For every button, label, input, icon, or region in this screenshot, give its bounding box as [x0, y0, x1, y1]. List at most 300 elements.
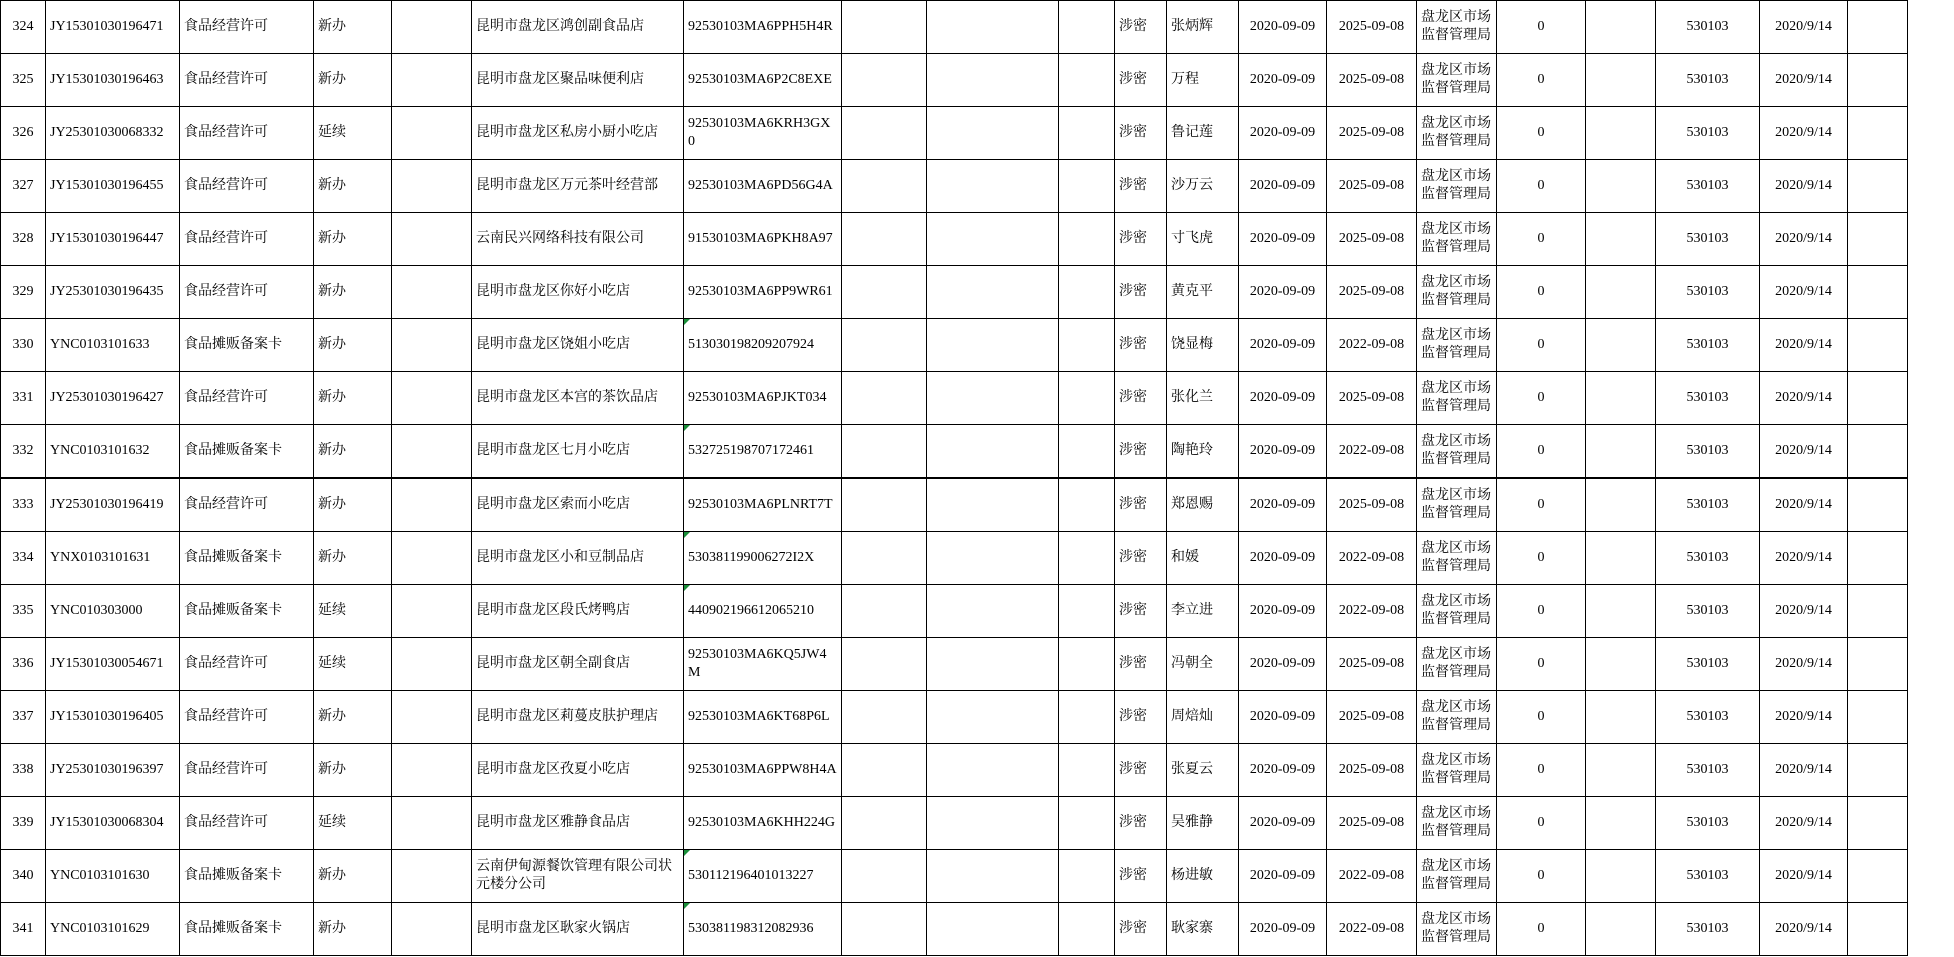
area-code-cell: 530103 — [1656, 160, 1760, 213]
secret-cell: 涉密 — [1115, 532, 1167, 585]
table-row — [1, 797, 1908, 850]
empty-cell — [1059, 425, 1115, 479]
empty-cell — [1848, 266, 1908, 319]
empty-cell — [1059, 266, 1115, 319]
valid-to-cell: 2022-09-08 — [1327, 532, 1417, 585]
business-name-cell: 昆明市盘龙区聚品味便利店 — [472, 54, 684, 107]
empty-cell — [842, 213, 927, 266]
business-name-cell: 云南伊甸源餐饮管理有限公司状元楼分公司 — [472, 850, 684, 903]
publish-date-cell: 2020/9/14 — [1760, 372, 1848, 425]
seq-cell: 334 — [1, 532, 46, 585]
empty-cell — [392, 638, 472, 691]
business-name-cell: 昆明市盘龙区索而小吃店 — [472, 478, 684, 532]
empty-cell — [1848, 532, 1908, 585]
status-code-cell: 0 — [1497, 797, 1586, 850]
empty-cell — [1586, 903, 1656, 956]
table-row — [1, 744, 1908, 797]
empty-cell — [842, 691, 927, 744]
empty-cell — [927, 850, 1059, 903]
status-code-cell: 0 — [1497, 372, 1586, 425]
seq-cell: 328 — [1, 213, 46, 266]
business-name-cell: 昆明市盘龙区你好小吃店 — [472, 266, 684, 319]
legal-person-cell: 张夏云 — [1167, 744, 1239, 797]
empty-cell — [1059, 585, 1115, 638]
area-code-cell: 530103 — [1656, 638, 1760, 691]
empty-cell — [842, 1, 927, 54]
credit-code-cell: 92530103MA6KT68P6L — [684, 691, 842, 744]
empty-cell — [392, 213, 472, 266]
legal-person-cell: 郑恩赐 — [1167, 478, 1239, 532]
empty-cell — [927, 638, 1059, 691]
empty-cell — [927, 319, 1059, 372]
legal-person-cell: 冯朝全 — [1167, 638, 1239, 691]
action-cell: 新办 — [314, 372, 392, 425]
credit-code-cell: 92530103MA6PPH5H4R — [684, 1, 842, 54]
secret-cell: 涉密 — [1115, 585, 1167, 638]
license-type-cell: 食品经营许可 — [180, 107, 314, 160]
action-cell: 新办 — [314, 532, 392, 585]
license-type-cell: 食品摊贩备案卡 — [180, 585, 314, 638]
credit-code-cell: 92530103MA6P2C8EXE — [684, 54, 842, 107]
empty-cell — [1848, 850, 1908, 903]
business-name-cell: 云南民兴网络科技有限公司 — [472, 213, 684, 266]
license-type-cell: 食品经营许可 — [180, 797, 314, 850]
valid-from-cell: 2020-09-09 — [1239, 691, 1327, 744]
authority-cell: 盘龙区市场监督管理局 — [1417, 54, 1497, 107]
empty-cell — [1848, 425, 1908, 479]
empty-cell — [392, 585, 472, 638]
authority-cell: 盘龙区市场监督管理局 — [1417, 478, 1497, 532]
business-name-cell: 昆明市盘龙区莉蔓皮肤护理店 — [472, 691, 684, 744]
business-name-cell: 昆明市盘龙区私房小厨小吃店 — [472, 107, 684, 160]
empty-cell — [392, 372, 472, 425]
empty-cell — [1059, 532, 1115, 585]
license-type-cell: 食品经营许可 — [180, 54, 314, 107]
table-row — [1, 532, 1908, 585]
valid-to-cell: 2025-09-08 — [1327, 691, 1417, 744]
area-code-cell: 530103 — [1656, 797, 1760, 850]
legal-person-cell: 李立进 — [1167, 585, 1239, 638]
empty-cell — [842, 903, 927, 956]
area-code-cell: 530103 — [1656, 54, 1760, 107]
status-code-cell: 0 — [1497, 54, 1586, 107]
legal-person-cell: 耿家寨 — [1167, 903, 1239, 956]
valid-to-cell: 2022-09-08 — [1327, 425, 1417, 479]
empty-cell — [392, 903, 472, 956]
authority-cell: 盘龙区市场监督管理局 — [1417, 425, 1497, 479]
empty-cell — [1586, 585, 1656, 638]
seq-cell: 327 — [1, 160, 46, 213]
empty-cell — [1586, 744, 1656, 797]
empty-cell — [842, 160, 927, 213]
credit-code-cell: 92530103MA6PJKT034 — [684, 372, 842, 425]
table-row — [1, 903, 1908, 956]
legal-person-cell: 张炳辉 — [1167, 1, 1239, 54]
empty-cell — [927, 213, 1059, 266]
seq-cell: 331 — [1, 372, 46, 425]
empty-cell — [842, 54, 927, 107]
empty-cell — [842, 744, 927, 797]
secret-cell: 涉密 — [1115, 266, 1167, 319]
empty-cell — [1586, 213, 1656, 266]
authority-cell: 盘龙区市场监督管理局 — [1417, 160, 1497, 213]
credit-code-cell: 530381199006272I2X — [684, 532, 842, 585]
table-row — [1, 319, 1908, 372]
publish-date-cell: 2020/9/14 — [1760, 319, 1848, 372]
secret-cell: 涉密 — [1115, 744, 1167, 797]
valid-from-cell: 2020-09-09 — [1239, 585, 1327, 638]
empty-cell — [842, 850, 927, 903]
empty-cell — [1059, 691, 1115, 744]
seq-cell: 338 — [1, 744, 46, 797]
empty-cell — [1848, 638, 1908, 691]
license-type-cell: 食品经营许可 — [180, 1, 314, 54]
secret-cell: 涉密 — [1115, 425, 1167, 479]
table-row — [1, 585, 1908, 638]
valid-from-cell: 2020-09-09 — [1239, 213, 1327, 266]
empty-cell — [927, 585, 1059, 638]
seq-cell: 324 — [1, 1, 46, 54]
empty-cell — [927, 160, 1059, 213]
valid-to-cell: 2025-09-08 — [1327, 372, 1417, 425]
empty-cell — [1059, 797, 1115, 850]
authority-cell: 盘龙区市场监督管理局 — [1417, 850, 1497, 903]
license-type-cell: 食品经营许可 — [180, 372, 314, 425]
empty-cell — [927, 372, 1059, 425]
license-number-cell: YNC0103101629 — [46, 903, 180, 956]
secret-cell: 涉密 — [1115, 691, 1167, 744]
action-cell: 延续 — [314, 638, 392, 691]
authority-cell: 盘龙区市场监督管理局 — [1417, 691, 1497, 744]
status-code-cell: 0 — [1497, 638, 1586, 691]
credit-code-cell: 530381198312082936 — [684, 903, 842, 956]
valid-from-cell: 2020-09-09 — [1239, 160, 1327, 213]
seq-cell: 335 — [1, 585, 46, 638]
legal-person-cell: 张化兰 — [1167, 372, 1239, 425]
empty-cell — [1059, 54, 1115, 107]
seq-cell: 340 — [1, 850, 46, 903]
business-name-cell: 昆明市盘龙区七月小吃店 — [472, 425, 684, 479]
secret-cell: 涉密 — [1115, 638, 1167, 691]
table-row — [1, 691, 1908, 744]
empty-cell — [1586, 638, 1656, 691]
empty-cell — [927, 903, 1059, 956]
empty-cell — [1059, 213, 1115, 266]
empty-cell — [392, 532, 472, 585]
table-row — [1, 425, 1908, 479]
action-cell: 新办 — [314, 425, 392, 479]
valid-from-cell: 2020-09-09 — [1239, 54, 1327, 107]
action-cell: 延续 — [314, 107, 392, 160]
empty-cell — [842, 107, 927, 160]
empty-cell — [1059, 1, 1115, 54]
business-name-cell: 昆明市盘龙区段氏烤鸭店 — [472, 585, 684, 638]
empty-cell — [1059, 319, 1115, 372]
empty-cell — [1848, 797, 1908, 850]
valid-from-cell: 2020-09-09 — [1239, 850, 1327, 903]
empty-cell — [1848, 160, 1908, 213]
empty-cell — [927, 425, 1059, 479]
empty-cell — [392, 266, 472, 319]
empty-cell — [1848, 213, 1908, 266]
empty-cell — [1848, 585, 1908, 638]
secret-cell: 涉密 — [1115, 1, 1167, 54]
empty-cell — [927, 797, 1059, 850]
business-name-cell: 昆明市盘龙区雅静食品店 — [472, 797, 684, 850]
empty-cell — [392, 478, 472, 532]
empty-cell — [927, 532, 1059, 585]
publish-date-cell: 2020/9/14 — [1760, 54, 1848, 107]
business-name-cell: 昆明市盘龙区耿家火锅店 — [472, 903, 684, 956]
seq-cell: 332 — [1, 425, 46, 479]
publish-date-cell: 2020/9/14 — [1760, 478, 1848, 532]
license-type-cell: 食品经营许可 — [180, 160, 314, 213]
publish-date-cell: 2020/9/14 — [1760, 744, 1848, 797]
status-code-cell: 0 — [1497, 532, 1586, 585]
license-number-cell: JY25301030196397 — [46, 744, 180, 797]
seq-cell: 326 — [1, 107, 46, 160]
empty-cell — [1848, 319, 1908, 372]
valid-to-cell: 2025-09-08 — [1327, 478, 1417, 532]
authority-cell: 盘龙区市场监督管理局 — [1417, 319, 1497, 372]
empty-cell — [392, 54, 472, 107]
valid-from-cell: 2020-09-09 — [1239, 532, 1327, 585]
empty-cell — [392, 850, 472, 903]
seq-cell: 339 — [1, 797, 46, 850]
publish-date-cell: 2020/9/14 — [1760, 425, 1848, 479]
empty-cell — [842, 638, 927, 691]
credit-code-cell: 91530103MA6PKH8A97 — [684, 213, 842, 266]
status-code-cell: 0 — [1497, 425, 1586, 479]
authority-cell: 盘龙区市场监督管理局 — [1417, 532, 1497, 585]
empty-cell — [927, 107, 1059, 160]
area-code-cell: 530103 — [1656, 691, 1760, 744]
area-code-cell: 530103 — [1656, 850, 1760, 903]
publish-date-cell: 2020/9/14 — [1760, 1, 1848, 54]
legal-person-cell: 杨进敏 — [1167, 850, 1239, 903]
action-cell: 新办 — [314, 1, 392, 54]
action-cell: 新办 — [314, 850, 392, 903]
license-type-cell: 食品经营许可 — [180, 691, 314, 744]
action-cell: 新办 — [314, 266, 392, 319]
secret-cell: 涉密 — [1115, 372, 1167, 425]
area-code-cell: 530103 — [1656, 266, 1760, 319]
license-number-cell: JY15301030196471 — [46, 1, 180, 54]
table-row — [1, 160, 1908, 213]
table-row — [1, 107, 1908, 160]
license-number-cell: YNC010303000 — [46, 585, 180, 638]
empty-cell — [1059, 372, 1115, 425]
action-cell: 新办 — [314, 213, 392, 266]
empty-cell — [842, 266, 927, 319]
valid-from-cell: 2020-09-09 — [1239, 638, 1327, 691]
license-type-cell: 食品摊贩备案卡 — [180, 319, 314, 372]
empty-cell — [392, 744, 472, 797]
empty-cell — [1586, 107, 1656, 160]
legal-person-cell: 寸飞虎 — [1167, 213, 1239, 266]
table-row — [1, 266, 1908, 319]
area-code-cell: 530103 — [1656, 319, 1760, 372]
authority-cell: 盘龙区市场监督管理局 — [1417, 797, 1497, 850]
license-type-cell: 食品经营许可 — [180, 213, 314, 266]
authority-cell: 盘龙区市场监督管理局 — [1417, 213, 1497, 266]
valid-to-cell: 2025-09-08 — [1327, 213, 1417, 266]
publish-date-cell: 2020/9/14 — [1760, 213, 1848, 266]
table-row — [1, 213, 1908, 266]
action-cell: 延续 — [314, 797, 392, 850]
table-body — [1, 1, 1908, 956]
empty-cell — [1586, 532, 1656, 585]
empty-cell — [1848, 107, 1908, 160]
valid-to-cell: 2022-09-08 — [1327, 319, 1417, 372]
empty-cell — [1059, 850, 1115, 903]
secret-cell: 涉密 — [1115, 107, 1167, 160]
status-code-cell: 0 — [1497, 744, 1586, 797]
valid-from-cell: 2020-09-09 — [1239, 478, 1327, 532]
empty-cell — [927, 691, 1059, 744]
authority-cell: 盘龙区市场监督管理局 — [1417, 903, 1497, 956]
valid-to-cell: 2025-09-08 — [1327, 638, 1417, 691]
empty-cell — [1059, 744, 1115, 797]
credit-code-cell: 530112196401013227 — [684, 850, 842, 903]
publish-date-cell: 2020/9/14 — [1760, 266, 1848, 319]
business-name-cell: 昆明市盘龙区万元茶叶经营部 — [472, 160, 684, 213]
empty-cell — [842, 425, 927, 479]
empty-cell — [1059, 478, 1115, 532]
publish-date-cell: 2020/9/14 — [1760, 107, 1848, 160]
secret-cell: 涉密 — [1115, 213, 1167, 266]
publish-date-cell: 2020/9/14 — [1760, 585, 1848, 638]
empty-cell — [392, 107, 472, 160]
credit-code-cell: 92530103MA6KHH224G — [684, 797, 842, 850]
license-type-cell: 食品经营许可 — [180, 266, 314, 319]
table-row — [1, 850, 1908, 903]
empty-cell — [927, 1, 1059, 54]
action-cell: 新办 — [314, 691, 392, 744]
authority-cell: 盘龙区市场监督管理局 — [1417, 1, 1497, 54]
area-code-cell: 530103 — [1656, 744, 1760, 797]
credit-code-cell: 92530103MA6KRH3GX0 — [684, 107, 842, 160]
credit-code-cell: 532725198707172461 — [684, 425, 842, 479]
legal-person-cell: 和媛 — [1167, 532, 1239, 585]
empty-cell — [842, 797, 927, 850]
valid-from-cell: 2020-09-09 — [1239, 319, 1327, 372]
secret-cell: 涉密 — [1115, 160, 1167, 213]
status-code-cell: 0 — [1497, 1, 1586, 54]
license-number-cell: YNX0103101631 — [46, 532, 180, 585]
valid-from-cell: 2020-09-09 — [1239, 797, 1327, 850]
publish-date-cell: 2020/9/14 — [1760, 691, 1848, 744]
business-name-cell: 昆明市盘龙区朝全副食店 — [472, 638, 684, 691]
authority-cell: 盘龙区市场监督管理局 — [1417, 744, 1497, 797]
seq-cell: 329 — [1, 266, 46, 319]
legal-person-cell: 吴雅静 — [1167, 797, 1239, 850]
license-number-cell: JY15301030068304 — [46, 797, 180, 850]
empty-cell — [1059, 903, 1115, 956]
table-row — [1, 54, 1908, 107]
valid-from-cell: 2020-09-09 — [1239, 425, 1327, 479]
empty-cell — [1586, 691, 1656, 744]
empty-cell — [392, 1, 472, 54]
empty-cell — [1586, 266, 1656, 319]
action-cell: 新办 — [314, 744, 392, 797]
empty-cell — [1586, 319, 1656, 372]
license-number-cell: JY15301030196463 — [46, 54, 180, 107]
empty-cell — [1586, 160, 1656, 213]
publish-date-cell: 2020/9/14 — [1760, 638, 1848, 691]
legal-person-cell: 黄克平 — [1167, 266, 1239, 319]
empty-cell — [1848, 744, 1908, 797]
business-name-cell: 昆明市盘龙区小和豆制品店 — [472, 532, 684, 585]
action-cell: 新办 — [314, 478, 392, 532]
area-code-cell: 530103 — [1656, 478, 1760, 532]
license-number-cell: JY25301030196419 — [46, 478, 180, 532]
empty-cell — [392, 160, 472, 213]
credit-code-cell: 92530103MA6PPW8H4A — [684, 744, 842, 797]
legal-person-cell: 饶显梅 — [1167, 319, 1239, 372]
area-code-cell: 530103 — [1656, 372, 1760, 425]
action-cell: 新办 — [314, 54, 392, 107]
empty-cell — [927, 54, 1059, 107]
publish-date-cell: 2020/9/14 — [1760, 532, 1848, 585]
legal-person-cell: 鲁记莲 — [1167, 107, 1239, 160]
seq-cell: 336 — [1, 638, 46, 691]
secret-cell: 涉密 — [1115, 903, 1167, 956]
status-code-cell: 0 — [1497, 319, 1586, 372]
empty-cell — [842, 585, 927, 638]
secret-cell: 涉密 — [1115, 319, 1167, 372]
status-code-cell: 0 — [1497, 478, 1586, 532]
license-type-cell: 食品经营许可 — [180, 478, 314, 532]
valid-to-cell: 2025-09-08 — [1327, 744, 1417, 797]
authority-cell: 盘龙区市场监督管理局 — [1417, 107, 1497, 160]
status-code-cell: 0 — [1497, 691, 1586, 744]
seq-cell: 330 — [1, 319, 46, 372]
empty-cell — [1848, 54, 1908, 107]
valid-to-cell: 2025-09-08 — [1327, 160, 1417, 213]
authority-cell: 盘龙区市场监督管理局 — [1417, 638, 1497, 691]
credit-code-cell: 440902196612065210 — [684, 585, 842, 638]
license-number-cell: JY25301030196427 — [46, 372, 180, 425]
status-code-cell: 0 — [1497, 585, 1586, 638]
credit-code-cell: 513030198209207924 — [684, 319, 842, 372]
legal-person-cell: 万程 — [1167, 54, 1239, 107]
empty-cell — [1848, 478, 1908, 532]
table-row — [1, 478, 1908, 532]
empty-cell — [1586, 797, 1656, 850]
publish-date-cell: 2020/9/14 — [1760, 797, 1848, 850]
secret-cell: 涉密 — [1115, 797, 1167, 850]
empty-cell — [1848, 372, 1908, 425]
license-number-cell: YNC0103101632 — [46, 425, 180, 479]
valid-from-cell: 2020-09-09 — [1239, 266, 1327, 319]
table-row — [1, 1, 1908, 54]
license-type-cell: 食品摊贩备案卡 — [180, 850, 314, 903]
empty-cell — [927, 266, 1059, 319]
seq-cell: 341 — [1, 903, 46, 956]
license-type-cell: 食品摊贩备案卡 — [180, 532, 314, 585]
empty-cell — [1586, 54, 1656, 107]
empty-cell — [927, 478, 1059, 532]
secret-cell: 涉密 — [1115, 54, 1167, 107]
empty-cell — [1848, 903, 1908, 956]
empty-cell — [1059, 638, 1115, 691]
status-code-cell: 0 — [1497, 903, 1586, 956]
authority-cell: 盘龙区市场监督管理局 — [1417, 585, 1497, 638]
empty-cell — [842, 532, 927, 585]
empty-cell — [1059, 160, 1115, 213]
area-code-cell: 530103 — [1656, 213, 1760, 266]
